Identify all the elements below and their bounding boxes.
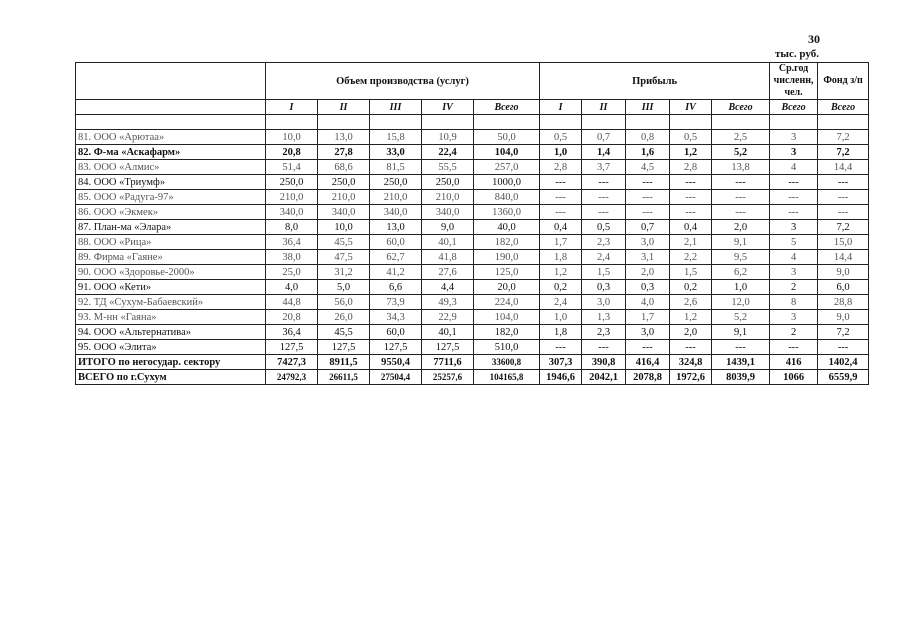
row-value: --- xyxy=(626,205,670,220)
row-value: 6,6 xyxy=(370,280,422,295)
row-value: 13,0 xyxy=(318,130,370,145)
row-value: 340,0 xyxy=(266,205,318,220)
row-value: 62,7 xyxy=(370,250,422,265)
row-value: 34,3 xyxy=(370,310,422,325)
row-value: 0,4 xyxy=(670,220,712,235)
header-row-main xyxy=(76,63,869,100)
row-value: --- xyxy=(582,175,626,190)
row-value: 7,2 xyxy=(818,325,869,340)
row-value: 0,5 xyxy=(582,220,626,235)
row-name: 83. ООО «Алмис» xyxy=(76,160,266,175)
row-value: 0,7 xyxy=(626,220,670,235)
row-value: 250,0 xyxy=(422,175,474,190)
row-value: 1,0 xyxy=(540,145,582,160)
row-value: 10,0 xyxy=(266,130,318,145)
row-value: 250,0 xyxy=(266,175,318,190)
row-name: 84. ООО «Триумф» xyxy=(76,175,266,190)
row-value: 127,5 xyxy=(318,340,370,355)
row-value: 840,0 xyxy=(474,190,540,205)
row-value: 68,6 xyxy=(318,160,370,175)
row-value: 28,8 xyxy=(818,295,869,310)
row-value: 4,4 xyxy=(422,280,474,295)
row-value: 510,0 xyxy=(474,340,540,355)
row-value: 182,0 xyxy=(474,325,540,340)
row-value: 45,5 xyxy=(318,235,370,250)
row-value: 56,0 xyxy=(318,295,370,310)
row-value: 324,8 xyxy=(670,355,712,370)
header-row-sub xyxy=(76,100,869,115)
row-value: 22,9 xyxy=(422,310,474,325)
subheader-cell: Всего xyxy=(474,100,540,115)
row-value: 13,8 xyxy=(712,160,770,175)
row-value: 20,0 xyxy=(474,280,540,295)
table-row xyxy=(76,295,869,310)
row-value: 1,2 xyxy=(670,310,712,325)
row-value: --- xyxy=(818,175,869,190)
row-value: 27,6 xyxy=(422,265,474,280)
row-value: --- xyxy=(540,340,582,355)
row-value: 8911,5 xyxy=(318,355,370,370)
row-value: --- xyxy=(670,175,712,190)
row-value: 210,0 xyxy=(370,190,422,205)
row-value: 9,0 xyxy=(422,220,474,235)
row-value: 1,3 xyxy=(582,310,626,325)
table-row xyxy=(76,190,869,205)
row-name: 92. ТД «Сухум-Бабаевский» xyxy=(76,295,266,310)
row-value: 3,0 xyxy=(626,325,670,340)
statistics-table xyxy=(75,62,869,385)
row-value: 340,0 xyxy=(422,205,474,220)
row-value: 1,8 xyxy=(540,325,582,340)
row-value: 2078,8 xyxy=(626,370,670,385)
table-row xyxy=(76,280,869,295)
row-value: 5,0 xyxy=(318,280,370,295)
row-value: 390,8 xyxy=(582,355,626,370)
row-value: 2,0 xyxy=(626,265,670,280)
header-empty xyxy=(76,63,266,100)
row-value: 9,0 xyxy=(818,265,869,280)
row-value: --- xyxy=(770,175,818,190)
subheader-cell: II xyxy=(318,100,370,115)
table-row xyxy=(76,265,869,280)
subheader-cell: Всего xyxy=(712,100,770,115)
row-value: --- xyxy=(582,340,626,355)
row-value: 22,4 xyxy=(422,145,474,160)
page-number: 30 xyxy=(808,32,820,46)
table-row xyxy=(76,340,869,355)
row-value: 2042,1 xyxy=(582,370,626,385)
row-name: 91. ООО «Кети» xyxy=(76,280,266,295)
row-value: 4,0 xyxy=(626,295,670,310)
row-value: 1,4 xyxy=(582,145,626,160)
row-value: --- xyxy=(712,205,770,220)
row-value: 1066 xyxy=(770,370,818,385)
row-value: 10,0 xyxy=(318,220,370,235)
row-value: 26611,5 xyxy=(318,370,370,385)
table-body xyxy=(76,130,869,385)
subheader-cell: II xyxy=(582,100,626,115)
row-value: 12,0 xyxy=(712,295,770,310)
row-value: 0,3 xyxy=(626,280,670,295)
row-value: 0,2 xyxy=(540,280,582,295)
row-value: 125,0 xyxy=(474,265,540,280)
row-value: --- xyxy=(626,340,670,355)
row-value: 10,9 xyxy=(422,130,474,145)
row-value: 2 xyxy=(770,325,818,340)
row-value: 20,8 xyxy=(266,145,318,160)
row-value: 24792,3 xyxy=(266,370,318,385)
row-value: 81,5 xyxy=(370,160,422,175)
row-value: 104165,8 xyxy=(474,370,540,385)
table-row xyxy=(76,310,869,325)
row-value: 0,7 xyxy=(582,130,626,145)
row-value: 5,2 xyxy=(712,145,770,160)
row-value: 9,1 xyxy=(712,325,770,340)
row-value: 60,0 xyxy=(370,235,422,250)
subheader-empty xyxy=(76,100,266,115)
row-name: 86. ООО «Экмек» xyxy=(76,205,266,220)
header-wage-fund: Фонд з/п xyxy=(818,63,869,100)
row-value: 5,2 xyxy=(712,310,770,325)
spacer-row xyxy=(76,115,869,130)
subheader-cell: Всего xyxy=(770,100,818,115)
row-value: 416,4 xyxy=(626,355,670,370)
row-value: 3,1 xyxy=(626,250,670,265)
row-name: 82. Ф-ма «Аскафарм» xyxy=(76,145,266,160)
row-value: 40,1 xyxy=(422,235,474,250)
row-value: 9,5 xyxy=(712,250,770,265)
row-value: 1,2 xyxy=(540,265,582,280)
row-value: 1000,0 xyxy=(474,175,540,190)
row-value: 1,7 xyxy=(540,235,582,250)
row-value: 3 xyxy=(770,310,818,325)
row-value: 38,0 xyxy=(266,250,318,265)
table-row xyxy=(76,160,869,175)
row-value: 2,1 xyxy=(670,235,712,250)
row-value: 250,0 xyxy=(318,175,370,190)
header-avg-staff: Ср.год численн, чел. xyxy=(770,63,818,100)
row-value: 33,0 xyxy=(370,145,422,160)
row-value: 7,2 xyxy=(818,220,869,235)
row-value: 8039,9 xyxy=(712,370,770,385)
row-value: 2,6 xyxy=(670,295,712,310)
row-value: 0,5 xyxy=(670,130,712,145)
row-value: 3,7 xyxy=(582,160,626,175)
row-value: 13,0 xyxy=(370,220,422,235)
subheader-cell: III xyxy=(370,100,422,115)
row-value: 73,9 xyxy=(370,295,422,310)
row-value: 1439,1 xyxy=(712,355,770,370)
row-name: 89. Фирма «Гаяне» xyxy=(76,250,266,265)
row-value: 31,2 xyxy=(318,265,370,280)
table-row xyxy=(76,130,869,145)
table-row xyxy=(76,205,869,220)
table-row xyxy=(76,370,869,385)
table-row xyxy=(76,250,869,265)
row-value: 15,0 xyxy=(818,235,869,250)
row-value: 3 xyxy=(770,220,818,235)
row-value: 104,0 xyxy=(474,310,540,325)
row-value: 3 xyxy=(770,145,818,160)
row-value: 1,2 xyxy=(670,145,712,160)
row-value: 3 xyxy=(770,130,818,145)
row-value: 1,5 xyxy=(670,265,712,280)
row-value: 2,8 xyxy=(540,160,582,175)
row-value: 127,5 xyxy=(266,340,318,355)
row-name: 90. ООО «Здоровье-2000» xyxy=(76,265,266,280)
row-value: 340,0 xyxy=(370,205,422,220)
row-value: 50,0 xyxy=(474,130,540,145)
row-value: 33600,8 xyxy=(474,355,540,370)
row-value: 26,0 xyxy=(318,310,370,325)
row-value: 7427,3 xyxy=(266,355,318,370)
row-value: 2,0 xyxy=(712,220,770,235)
row-value: --- xyxy=(626,190,670,205)
row-value: 9550,4 xyxy=(370,355,422,370)
row-value: 1,6 xyxy=(626,145,670,160)
row-value: 40,1 xyxy=(422,325,474,340)
subheader-cell: Всего xyxy=(818,100,869,115)
row-value: 7,2 xyxy=(818,130,869,145)
table-row xyxy=(76,235,869,250)
row-name: 85. ООО «Радуга-97» xyxy=(76,190,266,205)
row-value: 0,5 xyxy=(540,130,582,145)
row-value: 104,0 xyxy=(474,145,540,160)
row-value: --- xyxy=(770,340,818,355)
row-value: 14,4 xyxy=(818,250,869,265)
row-value: 14,4 xyxy=(818,160,869,175)
row-value: 3,0 xyxy=(582,295,626,310)
row-value: 20,8 xyxy=(266,310,318,325)
row-value: --- xyxy=(712,190,770,205)
row-value: 8 xyxy=(770,295,818,310)
row-value: --- xyxy=(582,205,626,220)
row-name: 94. ООО «Альтернатива» xyxy=(76,325,266,340)
row-value: 27504,4 xyxy=(370,370,422,385)
row-value: 55,5 xyxy=(422,160,474,175)
row-value: 1,0 xyxy=(540,310,582,325)
row-value: 6,2 xyxy=(712,265,770,280)
row-value: 1,8 xyxy=(540,250,582,265)
row-value: 1,5 xyxy=(582,265,626,280)
row-value: 49,3 xyxy=(422,295,474,310)
header-volume: Объем производства (услуг) xyxy=(266,63,540,100)
row-value: --- xyxy=(540,175,582,190)
row-value: 60,0 xyxy=(370,325,422,340)
row-value: 5 xyxy=(770,235,818,250)
row-value: 9,1 xyxy=(712,235,770,250)
row-value: --- xyxy=(540,205,582,220)
row-value: 47,5 xyxy=(318,250,370,265)
row-name: ИТОГО по негосудар. сектору xyxy=(76,355,266,370)
header-profit: Прибыль xyxy=(540,63,770,100)
row-value: 2,5 xyxy=(712,130,770,145)
row-value: 340,0 xyxy=(318,205,370,220)
table-row xyxy=(76,325,869,340)
row-value: 257,0 xyxy=(474,160,540,175)
row-value: 2,0 xyxy=(670,325,712,340)
row-value: 6,0 xyxy=(818,280,869,295)
row-value: 4,5 xyxy=(626,160,670,175)
row-name: 93. М-нн «Гаяна» xyxy=(76,310,266,325)
row-value: 2,2 xyxy=(670,250,712,265)
subheader-cell: IV xyxy=(422,100,474,115)
row-value: --- xyxy=(670,340,712,355)
row-name: 81. ООО «Арютаа» xyxy=(76,130,266,145)
row-value: 41,8 xyxy=(422,250,474,265)
row-value: 127,5 xyxy=(422,340,474,355)
row-value: 2 xyxy=(770,280,818,295)
row-value: --- xyxy=(712,175,770,190)
subheader-cell: I xyxy=(266,100,318,115)
row-value: 45,5 xyxy=(318,325,370,340)
row-value: 182,0 xyxy=(474,235,540,250)
row-value: 2,3 xyxy=(582,235,626,250)
row-value: 25,0 xyxy=(266,265,318,280)
row-value: 7,2 xyxy=(818,145,869,160)
row-value: 210,0 xyxy=(266,190,318,205)
row-value: 2,4 xyxy=(540,295,582,310)
row-value: 1,7 xyxy=(626,310,670,325)
row-value: --- xyxy=(770,205,818,220)
row-value: 1360,0 xyxy=(474,205,540,220)
row-value: 44,8 xyxy=(266,295,318,310)
row-value: 4 xyxy=(770,250,818,265)
row-value: 3 xyxy=(770,265,818,280)
subheader-cell: III xyxy=(626,100,670,115)
row-value: 36,4 xyxy=(266,235,318,250)
row-value: 1946,6 xyxy=(540,370,582,385)
row-value: 4 xyxy=(770,160,818,175)
subheader-cell: IV xyxy=(670,100,712,115)
row-value: 40,0 xyxy=(474,220,540,235)
row-value: 307,3 xyxy=(540,355,582,370)
row-value: 1972,6 xyxy=(670,370,712,385)
row-value: 4,0 xyxy=(266,280,318,295)
row-value: 1402,4 xyxy=(818,355,869,370)
row-value: 0,3 xyxy=(582,280,626,295)
row-value: 15,8 xyxy=(370,130,422,145)
row-value: 224,0 xyxy=(474,295,540,310)
row-value: 210,0 xyxy=(318,190,370,205)
row-value: 8,0 xyxy=(266,220,318,235)
row-value: 36,4 xyxy=(266,325,318,340)
row-value: --- xyxy=(712,340,770,355)
row-value: 25257,6 xyxy=(422,370,474,385)
unit-label: тыс. руб. xyxy=(775,48,819,60)
table-row xyxy=(76,145,869,160)
row-value: 2,3 xyxy=(582,325,626,340)
row-value: --- xyxy=(818,340,869,355)
row-value: 3,0 xyxy=(626,235,670,250)
row-value: --- xyxy=(670,190,712,205)
row-value: --- xyxy=(540,190,582,205)
row-value: 0,4 xyxy=(540,220,582,235)
row-value: 190,0 xyxy=(474,250,540,265)
table-row xyxy=(76,175,869,190)
row-value: 127,5 xyxy=(370,340,422,355)
row-value: --- xyxy=(770,190,818,205)
row-name: 88. ООО «Рица» xyxy=(76,235,266,250)
row-value: 2,4 xyxy=(582,250,626,265)
row-value: 2,8 xyxy=(670,160,712,175)
row-value: --- xyxy=(582,190,626,205)
row-value: 210,0 xyxy=(422,190,474,205)
row-name: ВСЕГО по г.Сухум xyxy=(76,370,266,385)
row-value: 416 xyxy=(770,355,818,370)
row-value: 41,2 xyxy=(370,265,422,280)
row-name: 95. ООО «Элита» xyxy=(76,340,266,355)
row-value: --- xyxy=(626,175,670,190)
subheader-cell: I xyxy=(540,100,582,115)
table-row xyxy=(76,220,869,235)
row-value: 0,2 xyxy=(670,280,712,295)
row-value: --- xyxy=(818,205,869,220)
row-value: 0,8 xyxy=(626,130,670,145)
row-value: 27,8 xyxy=(318,145,370,160)
table-row xyxy=(76,355,869,370)
row-name: 87. План-ма «Элара» xyxy=(76,220,266,235)
row-value: 6559,9 xyxy=(818,370,869,385)
row-value: 9,0 xyxy=(818,310,869,325)
row-value: 1,0 xyxy=(712,280,770,295)
row-value: --- xyxy=(670,205,712,220)
row-value: 51,4 xyxy=(266,160,318,175)
row-value: --- xyxy=(818,190,869,205)
row-value: 7711,6 xyxy=(422,355,474,370)
row-value: 250,0 xyxy=(370,175,422,190)
